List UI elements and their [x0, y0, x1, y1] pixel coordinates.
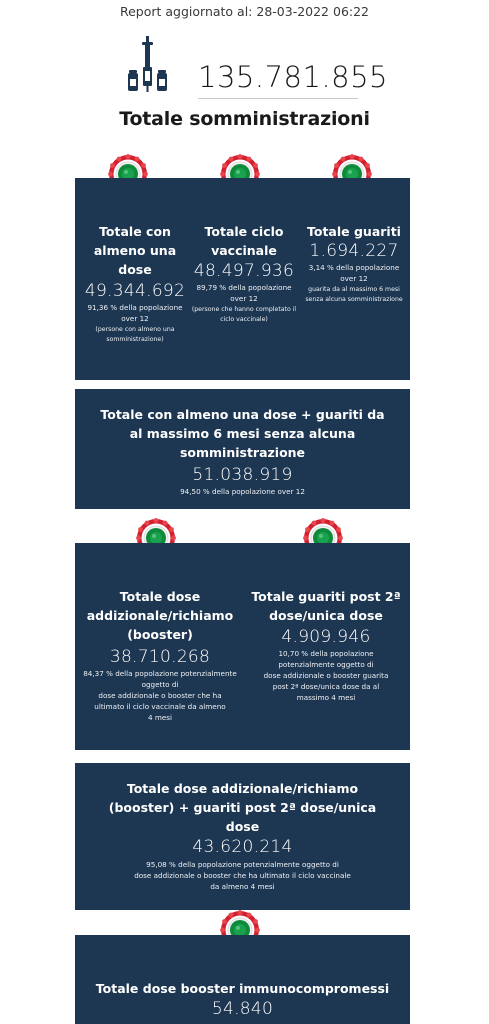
- total-administrations-value: 135.781.855: [198, 60, 388, 94]
- booster-plus-recovered-note: dose addizionale o booster che ha ultimato il ciclo vaccinale da almeno 4 mesi: [134, 871, 351, 891]
- first-dose-column: [81, 222, 189, 345]
- booster-title: Totale dose addizionale/richiamo (booster): [86, 589, 234, 642]
- total-administrations-hero: [0, 34, 489, 134]
- booster-plus-recovered-card: [75, 763, 410, 910]
- booster-immunocompromised-value: 54.840: [211, 999, 274, 1019]
- first-dose-pct: 91,36 % della popolazione over 12: [87, 303, 183, 323]
- vaccine-vials-syringe-icon: [126, 36, 172, 92]
- first-dose-plus-recovered-card: [75, 389, 410, 509]
- booster-immunocompromised-card: [75, 935, 410, 1024]
- first-dose-title: Totale con almeno una dose: [93, 224, 177, 277]
- booster-plus-recovered-value: 43.620.214: [192, 837, 293, 857]
- first-dose-plus-recovered-title: Totale con almeno una dose + guariti da al massimo 6 mesi senza alcuna somministrazione: [100, 407, 385, 460]
- complete-cycle-pct: 89,79 % della popolazione over 12: [196, 283, 292, 303]
- first-dose-value: 49.344.692: [84, 281, 186, 301]
- post-dose-recovered-note: dose addizionale o booster guarita post 2ª dose/unica dose da al massimo 4 mesi: [263, 671, 389, 702]
- first-dose-note: (persone con almeno una somministrazione): [95, 326, 175, 343]
- recovered-note: guarita da al massimo 6 mesi senza alcuna somministrazione: [305, 286, 403, 303]
- recovered-value: 1.694.227: [309, 241, 399, 261]
- total-administrations-title: Totale somministrazioni: [119, 108, 370, 130]
- first-dose-plus-recovered-value: 51.038.919: [192, 465, 293, 485]
- first-dose-plus-recovered-pct: 94,50 % della popolazione over 12: [180, 487, 305, 496]
- post-dose-recovered-pct: 10,70 % della popolazione potenzialmente oggetto di: [278, 649, 374, 669]
- complete-cycle-value: 48.497.936: [193, 261, 295, 281]
- divider: [198, 98, 358, 99]
- booster-column: [83, 587, 237, 723]
- booster-immunocompromised-title: Totale dose booster immunocompromessi: [95, 981, 390, 996]
- post-dose-recovered-column: [247, 587, 405, 703]
- first-dose-cycle-recovered-card: [75, 178, 410, 380]
- complete-cycle-note: (persone che hanno completato il ciclo vaccinale): [191, 306, 297, 323]
- complete-cycle-column: [190, 222, 298, 325]
- booster-plus-recovered-title: Totale dose addizionale/richiamo (booster) + guariti post 2ª dose/unica dose: [108, 781, 377, 834]
- complete-cycle-title: Totale ciclo vaccinale: [204, 224, 284, 258]
- post-dose-recovered-title: Totale guariti post 2ª dose/unica dose: [251, 589, 401, 623]
- recovered-pct: 3,14 % della popolazione over 12: [308, 263, 400, 283]
- booster-note: dose addizionale o booster che ha ultimato il ciclo vaccinale da almeno 4 mesi: [94, 691, 226, 722]
- booster-pct: 84,37 % della popolazione potenzialmente oggetto di: [83, 669, 237, 689]
- booster-and-post-dose-recovered-card: [75, 543, 410, 750]
- recovered-column: [302, 222, 406, 305]
- booster-value: 38.710.268: [109, 647, 211, 667]
- booster-plus-recovered-pct: 95,08 % della popolazione potenzialmente oggetto di: [146, 860, 339, 869]
- report-timestamp: Report aggiornato al: 28-03-2022 06:22: [119, 4, 370, 19]
- post-dose-recovered-value: 4.909.946: [281, 627, 371, 647]
- recovered-title: Totale guariti: [307, 224, 401, 239]
